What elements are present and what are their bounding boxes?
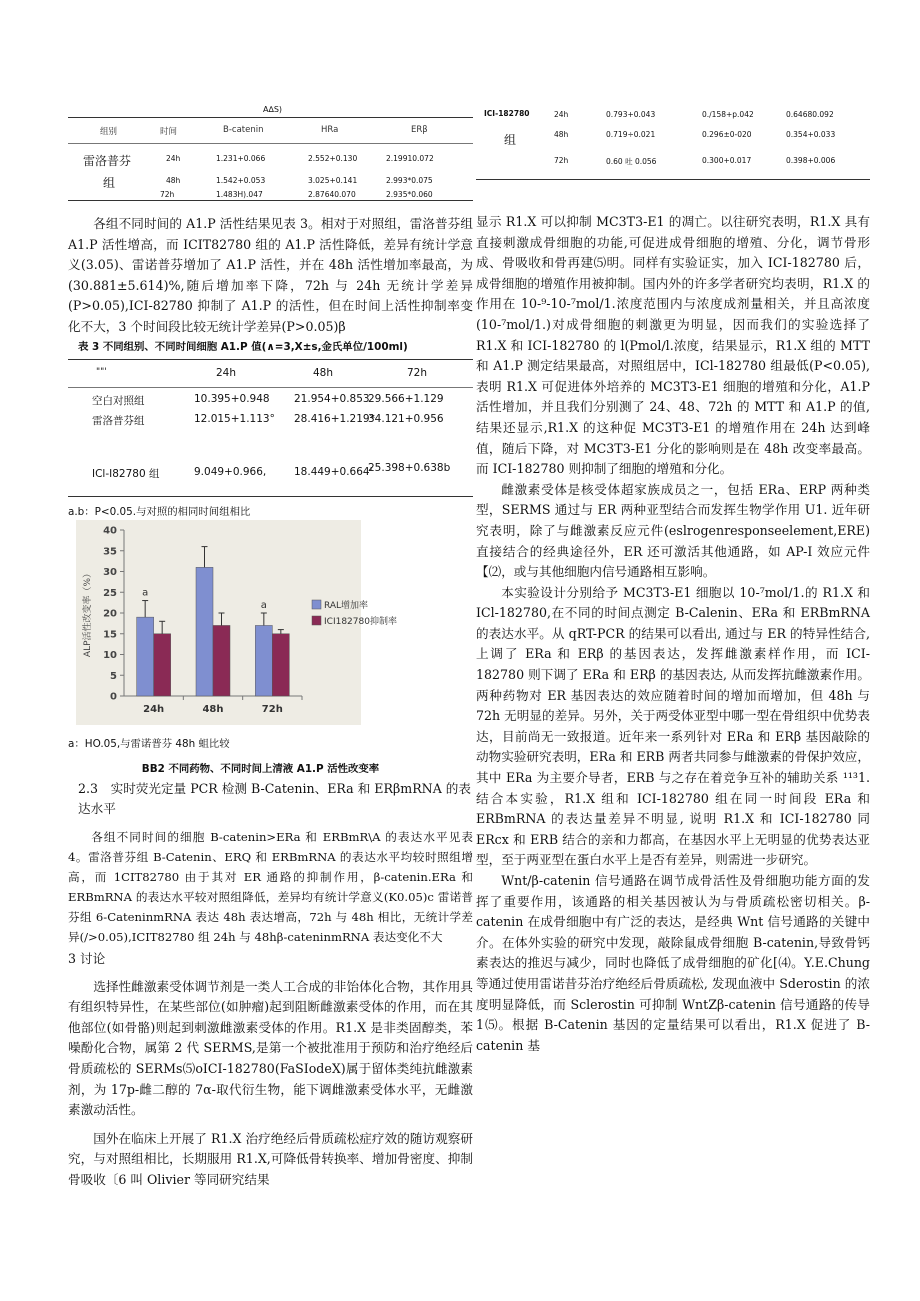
left-column bbox=[68, 100, 473, 1191]
table-caption: A∆S) bbox=[263, 105, 283, 114]
paragraph-wnt-pathway: Wnt/β-catenin 信号通路在调节成骨活性及骨细胞功能方面的发挥了重要作用，该通路的相关基因被认为与骨质疏松密切相关。β-catenin 在成骨细胞中有广泛的表达，是经典 Wnt 信号通路的关键中介。在体外实验的研究中发现，敲除鼠成骨细胞 B-catenin,导致骨钙素表达的推迟与减少，同时也降低了成骨细胞的矿化[⑷。Y.E.Chung 等通过使用雷诺昔芬治疗绝经后骨质疏松, 发现血液中 Sderostin 的浓度明显降低，而 Sclerostin 可抑制 WntZβ-catenin 信号通路的传导 1⑸。根据 B-Catenin 基因的定量结果可以看出，R1.X 促进了 B-catenin 基 bbox=[476, 873, 870, 1053]
y-tick-label: 10 bbox=[103, 649, 117, 661]
right-table-cell-time: 24h bbox=[554, 110, 569, 119]
bar-ral-48h bbox=[196, 567, 213, 696]
table3-header-24h: 24h bbox=[216, 366, 237, 379]
right-table-cell-bcatenin: 0.793+0.043 bbox=[606, 110, 656, 119]
table3-cell-72h: 29.566+1.129 bbox=[368, 392, 444, 405]
table3-cell-72h: 25.398+0.638b bbox=[368, 461, 451, 474]
legend-swatch bbox=[312, 616, 321, 625]
header-time: 时间 bbox=[160, 127, 178, 137]
right-table-cell-hra: 0.∕158+p.042 bbox=[702, 110, 754, 119]
paragraph-er-receptor: 雌激素受体是核受体超家族成员之一，包括 ERa、ERP 两种类型，SERMS 通过与 ER 两种亚型结合而发挥生物学作用 U1. 近年研究表明，除了与雌激素反应元件(eslrogenresponseelement,ERE)直接结合的经典途径外，ER 还可激活其他通路，如 AP-I 效应元件【⑵，或与其他细胞内信号通路相互影响。 bbox=[476, 481, 870, 580]
table3-rule-mid bbox=[68, 387, 473, 388]
right-table-cell-hra: 0.296±0-020 bbox=[702, 130, 752, 139]
right-group-label: ICI-182780 bbox=[484, 109, 530, 118]
x-tick-label: 72h bbox=[261, 703, 283, 715]
table3-cell-24h: 9.049+0.966, bbox=[194, 465, 267, 478]
table3-rule-bottom bbox=[68, 496, 473, 497]
table3-header-group: ""' bbox=[96, 366, 107, 377]
table-cell-erb: 2.19910.072 bbox=[386, 154, 434, 163]
table-cell-bcatenin: 1.231+0.066 bbox=[216, 154, 266, 163]
table-rule-mid bbox=[68, 143, 473, 144]
table-cell-bcatenin: 1.542+0.053 bbox=[216, 176, 266, 185]
group-label bbox=[83, 150, 131, 194]
table-cell-hra: 3.025+0.141 bbox=[308, 176, 358, 185]
table-cell-erb: 2.935*0.060 bbox=[386, 190, 433, 199]
y-axis-label: ALP活性改变率（%） bbox=[83, 568, 93, 657]
right-table-cell-time: 48h bbox=[554, 130, 569, 139]
bar-ral-24h bbox=[137, 617, 154, 696]
table-rule-top bbox=[68, 117, 473, 118]
figure-caption: BB2 不同药物、不同时间上清液 A1.P 活性改变率 bbox=[141, 762, 380, 775]
table-cell-time: 48h bbox=[166, 176, 181, 185]
table4-continuation-left bbox=[68, 100, 473, 200]
table3-cell-48h: 21.954+0.853 bbox=[294, 392, 370, 405]
table3-header-72h: 72h bbox=[407, 366, 428, 379]
header-hra: HRa bbox=[321, 125, 339, 135]
table-cell-hra: 2.552+0.130 bbox=[308, 154, 358, 163]
right-column bbox=[476, 100, 870, 1056]
paragraph-ral-effect: 显示 R1.X 可以抑制 MC3T3-E1 的凋亡。以往研究表明，R1.X 具有直接刺激成骨细胞的功能,可促进成骨细胞的增殖、分化，调节骨形成、骨吸收和骨再建⑸明。同样有实验证实，加入 ICI-182780 后，成骨细胞的增殖作用被抑制。国内外的许多学者研究均表明，R1.X 的作用在 10-⁹-10-⁷mol/1.浓度范围内与浓度成剂量相关，并且高浓度(10-⁷mol/1.)对成骨细胞的刺激更为明显，因而我们的实验选择了 R1.X 和 ICI-182780 的 l(Pmol∕l.浓度，结果显示，R1.X 组的 MTT 和 A1.P 测定结果最高，对照组居中，ICl-182780 组最低(P<0.05),表明 R1.X 可促进体外培养的 MC3T3-E1 细胞的增殖和分化，A1.P 活性增加，并且我们分别测了 24、48、72h 的 MTT 和 A1.P 的值,结果还显示,R1.X 的这种促 MC3T3-E1 的增殖作用在 24h 达到峰值，随后下降，对 MC3T3-E1 分化的影响则是在 48h 改变率最高。而 ICI-182780 则抑制了细胞的增殖和分化。 bbox=[476, 214, 870, 477]
legend-label: RAL增加率 bbox=[324, 600, 369, 611]
table-cell-erb: 2.993*0.075 bbox=[386, 176, 433, 185]
paragraph-experiment-design: 本实验设计分别给予 MC3T3-E1 细胞以 10-⁷mol∕1.的 R1.X 和 ICl-182780,在不同的时间点测定 B-Calenin、ERa 和 ERBmRNA 的表达水平。从 qRT-PCR 的结果可以看出, 通过与 ER 的特异性结合, 上调了 ERa 和 ERβ 的基因表达，发挥雌激素样作用，而 ICI-182780 则下调了 ERa 和 ERβ 的基因表达, 从而发挥抗雌激素作用。两种药物对 ER 基因表达的效应随着时间的增加而增加，但 48h 与 72h 无明显的差异。另外，关于两受体亚型中哪一型在骨组织中优势表达，目前尚无一致报道。近年来一系列针对 ERa 和 ERβ 基因敲除的动物实验研究表明，ERa 和 ERB 两者共同参与雌激素的骨保护效应，其中 ERa 为主要介导者，ERB 与之存在着竞争互补的辅助关系 ¹¹³1.结合本实验，R1.X 组和 ICI-182780 组在同一时间段 ERa 和 ERBmRNA 的表达量差异不明显, 说明 R1.X 和 ICI-182780 同 ERcx 和 ERB 结合的亲和力都高，在基因水平上无明显的优势表达亚型，至于两亚型在蛋白水平上是否有差异，则需进一步研究。 bbox=[476, 584, 870, 868]
bar-ici-24h bbox=[154, 633, 171, 695]
right-group-label-2: 组 bbox=[504, 133, 517, 147]
bar-ici-72h bbox=[272, 633, 289, 695]
right-table-cell-erb: 0.354+0.033 bbox=[786, 130, 836, 139]
table3-rule-top bbox=[68, 359, 473, 360]
header-bcatenin: B-catenin bbox=[223, 125, 264, 135]
table-cell-time: 72h bbox=[160, 190, 175, 199]
section-2-3-heading: 2.3 实时荧光定量 PCR 检测 B-Catenin、ERa 和 ERβmRNA 的表达水平 bbox=[78, 780, 471, 816]
x-tick-label: 24h bbox=[143, 703, 165, 715]
table-rule-bottom bbox=[68, 200, 473, 201]
table3 bbox=[68, 353, 473, 501]
right-table-cell-time: 72h bbox=[554, 156, 569, 165]
table4-continuation-right bbox=[476, 100, 870, 180]
legend-label: ICI182780抑制率 bbox=[324, 616, 397, 627]
group-label-line1: 雷洛普芬 bbox=[83, 154, 132, 168]
significance-label: a bbox=[142, 587, 149, 599]
paragraph-discussion-serm: 选择性雌激素受体调节剂是一类人工合成的非饴体化合物，其作用具有组织特异性，在某些部位(如肿瘤)起到阻断雌激素受体的作用，而在其他部位(如骨骼)则起到刺激雌激素受体的作用。R1.X 是非类固醇类，苯噪酚化合物，属第 2 代 SERMS,是第一个被批准用于预防和治疗绝经后骨质疏松的 SERMs⑸oICI-182780(FaSIodeX)属于留体类纯抗雌激素剂，为 17p-雌二醇的 7α-取代衍生物，能下调雌激素受体水平，无雌激素激动活性。 bbox=[68, 978, 473, 1118]
right-table-cell-erb: 0.398+0.006 bbox=[786, 156, 836, 165]
x-tick-label: 48h bbox=[202, 703, 224, 715]
y-tick-label: 35 bbox=[103, 545, 117, 557]
section-3-heading: 3 讨论 bbox=[68, 950, 106, 966]
table3-cell-24h: 12.015+1.113° bbox=[194, 412, 275, 425]
table-cell-time: 24h bbox=[166, 154, 181, 163]
y-tick-label: 5 bbox=[110, 670, 117, 682]
right-table-cell-hra: 0.300+0.017 bbox=[702, 156, 752, 165]
table3-cell-48h: 18.449+0.664' bbox=[294, 465, 373, 478]
table-cell-hra: 2.87640.070 bbox=[308, 190, 356, 199]
paragraph-pcr-results: 各组不同时间的细胞 B-catenin>ERa 和 ERBmR\A 的表达水平见表 4。雷洛普芬组 B-Catenin、ERQ 和 ERBmRNA 的表达水平均较时照组增高，而 1CIT82780 由于其对 ER 通路的抑制作用，β-catenin.ERa 和 ERBmRNA 的表达水平较对照组降低，差异均有统计学意义(K0.05)c 雷诺普芬组 6-CateninmRNA 表达 48h 表达增高，72h 与 48h 相比，无统计学差异(/>0.05),ICIT82780 组 24h 与 48hβ-cateninmRNA 表达变化不大 bbox=[68, 829, 473, 944]
y-tick-label: 40 bbox=[103, 525, 117, 537]
group-label-line2: 组 bbox=[103, 176, 116, 190]
y-tick-label: 15 bbox=[103, 628, 117, 640]
bar-ral-72h bbox=[255, 625, 272, 696]
header-group: 组别 bbox=[100, 127, 118, 137]
paragraph-discussion-clinical: 国外在临床上开展了 R1.X 治疗绝经后骨质疏松症疗效的随访观察研究，与对照组相比，长期服用 R1.X,可降低骨转换率、增加骨密度、抑制骨吸收〔6 叫 Olivier 等同研究结果 bbox=[68, 1130, 473, 1187]
significance-label: a bbox=[260, 599, 267, 611]
right-table-cell-bcatenin: 0.60 吐 0.056 bbox=[606, 157, 657, 166]
alp-change-rate-chart bbox=[68, 520, 397, 725]
table3-cell-group: 空白对照组 bbox=[92, 394, 145, 407]
header-erb: ERβ bbox=[411, 125, 428, 135]
table3-cell-48h: 28.416+1.219* bbox=[294, 412, 375, 425]
paragraph-alp-results: 各组不同时间的 A1.P 活性结果见表 3。相对于对照组，雷洛普芬组 A1.P 活性增高，而 ICIT82780 组的 A1.P 活性降低，差异有统计学意义(3.05)、雷诺普芬增加了 A1.P 活性，并在 48h 活性增加率最高，为(30.881±5.614)%,随后增加率下降，72h 与 24h 无统计学差异(P>0.05),ICI-82780 抑制了 A1.P 的活性，但在时间上活性抑制率变化不大，3 个时间段比较无统计学差异(P>0.05)β bbox=[68, 216, 473, 334]
y-tick-label: 25 bbox=[103, 587, 117, 599]
y-tick-label: 20 bbox=[103, 608, 117, 620]
y-tick-label: 0 bbox=[110, 691, 117, 703]
table3-cell-72h: 34.121+0.956 bbox=[368, 412, 444, 425]
figure-note: a：HO.05,与雷诺普芬 48h 蛆比较 bbox=[68, 737, 230, 750]
right-table-cell-erb: 0.64680.092 bbox=[786, 110, 834, 119]
table3-note: a.b：P<0.05.与对照的相同时间组相比 bbox=[68, 505, 251, 518]
right-table-rule-bottom bbox=[476, 179, 870, 180]
table3-cell-24h: 10.395+0.948 bbox=[194, 392, 270, 405]
table3-cell-group: 雷洛普芬组 bbox=[92, 414, 145, 427]
y-tick-label: 30 bbox=[103, 566, 117, 578]
right-table-cell-bcatenin: 0.719÷0.021 bbox=[606, 130, 656, 139]
table-cell-bcatenin: 1.483H).047 bbox=[216, 190, 263, 199]
table3-caption: 表 3 不同组别、不同时间细胞 A1.P 值(∧=3,X±s,金氏单位/100ml) bbox=[78, 340, 408, 353]
table3-header-48h: 48h bbox=[313, 366, 334, 379]
bar-ici-48h bbox=[213, 625, 230, 696]
legend-swatch bbox=[312, 600, 321, 609]
table3-cell-group: ICl-I82780 组 bbox=[92, 467, 160, 480]
